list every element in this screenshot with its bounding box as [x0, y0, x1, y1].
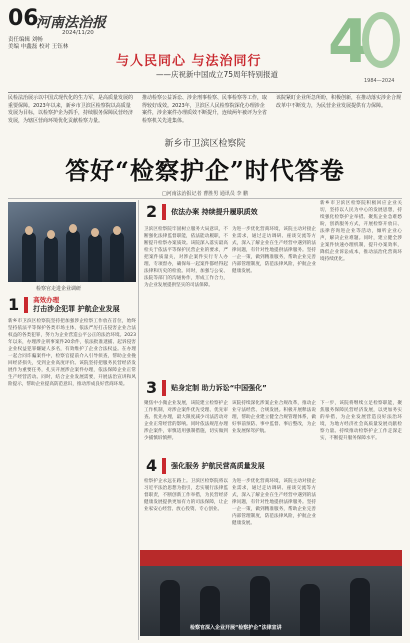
photo-banner — [140, 550, 402, 566]
section-number: 2 — [146, 202, 158, 221]
section-title: 高效办理 — [33, 296, 60, 304]
intro-band — [8, 95, 402, 127]
editor-credits — [8, 37, 68, 51]
publication-name: 河南法治报 — [36, 15, 106, 31]
logo-digit-four: 4 — [328, 7, 370, 77]
section-number: 4 — [146, 456, 158, 475]
section-marker — [162, 458, 166, 474]
photo-figure — [22, 232, 36, 282]
section-heading-3 — [146, 380, 267, 396]
intro-paragraph: 民检法治展示以中国式现代化的生力军，是高质量发展的重要保障。2023年以来，新乡市卫滨区检察院以高质量发展为目标，以检察护企为抓手，持续服务保障民营经济发展，为辖区营商环境优化贡献检察力量。 — [8, 95, 134, 124]
intro-paragraph: 推动检察公益诉讼、涉企刑事检察、民事检察等工作，取得较好成效。2023年，卫滨区人民检察院深化办理涉企案件，涉企案件办理质效不断提升，连续两年被评为全省检察机关先进集体。 — [142, 95, 268, 124]
photo-figure — [350, 578, 370, 636]
body-column: 卫滨区检察院牢固树立服务大局意识，不断强化法律监督职能，依法能动履职，不断提升检察办案质效。该院深入落实最高检关于依法平等保护民营企业的要求，严把案件质量关，对涉企案件实行专人办理、专项督办，确保每一起案件都经得起法律和历史的检验。同时，加强与公安、法院等部门的沟通协作，形成工作合力，为企业发展提供坚实的司法保障。 — [144, 227, 228, 288]
article-byline: □河南法治报记者 曹胜男 通讯员 李 鹏 — [161, 191, 249, 197]
article-headline: 答好“检察护企”时代答卷 — [65, 156, 345, 185]
anniversary-logo — [328, 6, 402, 90]
editor-line: 美编 申鑫磊 校对 王钰林 — [8, 44, 69, 50]
body-column: 新乡市卫滨区检察院积极回应企业关切，坚持以人民为中心的发展思想，持续强化检察护企举措。聚焦企业急难愁盼，创新服务方式，开展检察开放日、法律咨询进企业等活动，倾听企业心声，解决企业难题。同时，建立健全涉企案件快速办理机制，提升办案效率，降低企业诉讼成本，推动法治化营商环境持续优化。 — [320, 201, 402, 262]
column-divider — [138, 200, 139, 640]
page-number: 06 — [8, 6, 39, 31]
body-column: 聚焦中小微企业发展，该院建立检察护企工作机制，对涉企案件优先受理、优先审查、优先办理，最大限度减少司法活动对企业正常经营的影响。同时依法规范办理涉企案件，审慎适用强制措施，切实做到少捕慎诉慎押。 — [144, 401, 228, 441]
section-heading-1 — [8, 295, 120, 314]
photo-caption: 检察官走进企业调研 — [36, 286, 82, 292]
photo-figure-head — [47, 230, 55, 239]
special-slogan: 与人民同心 与法治同行 — [116, 54, 262, 69]
section-number: 1 — [8, 294, 20, 314]
masthead — [8, 6, 402, 94]
body-column: 新乡市卫滨区检察院坚持把加强涉企检察工作放在首位，始终坚持依法平等保护各类市场主体，依法严厉打击侵害企业合法权益的各类犯罪，努力为企业营造公平公正的法治环境。2023年以来，办理涉企刑事案件20余件，依法批准逮捕、起诉侵害企业权益犯罪嫌疑人多名，有效维护了企业合法权益。在办理一起合同诈骗案件中，检察官提前介入引导侦查，帮助企业挽回经济损失，受到企业高度评价。该院坚持把服务民营经济发展作为重要任务，扎实开展涉企案件办理，依法保障企业正常生产经营活动。同时，结合企业发展需要，开展法治宣讲和风险提示，帮助企业提高防范意识，推动形成良好营商环境。 — [8, 319, 136, 387]
photo-figure — [88, 234, 102, 282]
article-kicker: 新乡市卫滨区检察院 — [164, 139, 246, 149]
section-titles — [33, 295, 119, 314]
body-column: 下一步，该院将继续立足检察职能，聚焦服务保障民营经济发展，以更加务实的举措，为企业发展营造良好法治环境，为地方经济社会高质量发展贡献检察力量。持续推动检察护企工作走深走实，不断提升服务保障水平。 — [320, 401, 402, 441]
issue-date: 2024/11/20 — [62, 30, 94, 36]
divider — [8, 198, 402, 199]
section-title: 依法办案 持续提升履职质效 — [171, 208, 258, 216]
body-column: 为进一步优化营商环境，该院主动对接企业需求，通过走访调研、座谈交流等方式，深入了解企业在生产经营中遇到的法律问题，有针对性地提供法律服务。坚持一企一策，做到精准服务，帮助企业完善内部管理制度，防范法律风险，护航企业健康发展。 — [232, 227, 316, 274]
section-heading-2 — [146, 204, 258, 220]
photo-officers — [8, 202, 136, 282]
editor-line: 责任编辑 刘畅 — [8, 37, 43, 43]
body-column: 检察护企永远在路上。卫滨区检察院将以习近平法治思想为指引，忠实履行法律监督职责，不断创新工作举措，为民营经济健康发展提供更加有力的司法保障，让企业家安心经营、放心投资、专心创业。 — [144, 479, 228, 512]
special-subslogan: ——庆祝新中国成立75周年特别报道 — [156, 70, 279, 79]
article-title-block — [8, 136, 402, 197]
intro-paragraph: 该院紧盯企业所急所盼，积极创新，在推动落实涉企合规改革中不断发力，为民营企业发展提供有力保障。 — [276, 95, 402, 109]
photo-figure-head — [113, 226, 121, 235]
photo-caption: 检察官深入企业开展“检察护企”法律宣讲 — [190, 625, 282, 631]
body-column: 该院持续深化涉案企业合规改革，推动企业守法经营、合规发展。积极开展释法说理，帮助企业建立健全合规管理体系，做好事前预防、事中监督、事后整改，为企业发展保驾护航。 — [232, 401, 316, 434]
photo-figure — [160, 580, 180, 636]
logo-digit-zero — [362, 12, 400, 68]
header-rule — [8, 92, 402, 93]
section-marker — [162, 380, 166, 396]
section-number: 3 — [146, 378, 158, 397]
photo-figure — [66, 230, 80, 282]
logo-years: 1984—2024 — [364, 78, 395, 84]
section-heading-4 — [146, 458, 265, 474]
section-subtitle: 打击涉企犯罪 护航企业发展 — [33, 305, 120, 313]
photo-figure — [300, 584, 320, 636]
section-title: 贴身定制 助力诉讼“中国强化” — [171, 384, 267, 392]
photo-figure-head — [69, 224, 77, 233]
photo-figure — [44, 236, 58, 282]
photo-figure-head — [25, 226, 33, 235]
photo-figure-head — [91, 228, 99, 237]
body-column: 为进一步优化营商环境，该院主动对接企业需求，通过走访调研、座谈交流等方式，深入了解企业在生产经营中遇到的法律问题，有针对性地提供法律服务。坚持一企一策，做到精准服务，帮助企业完善内部管理制度，防范法律风险，护航企业健康发展。 — [232, 479, 316, 526]
photo-figure — [110, 232, 124, 282]
section-marker — [24, 297, 28, 313]
section-marker — [162, 204, 166, 220]
section-title: 强化服务 护航民营高质量发展 — [171, 462, 265, 470]
